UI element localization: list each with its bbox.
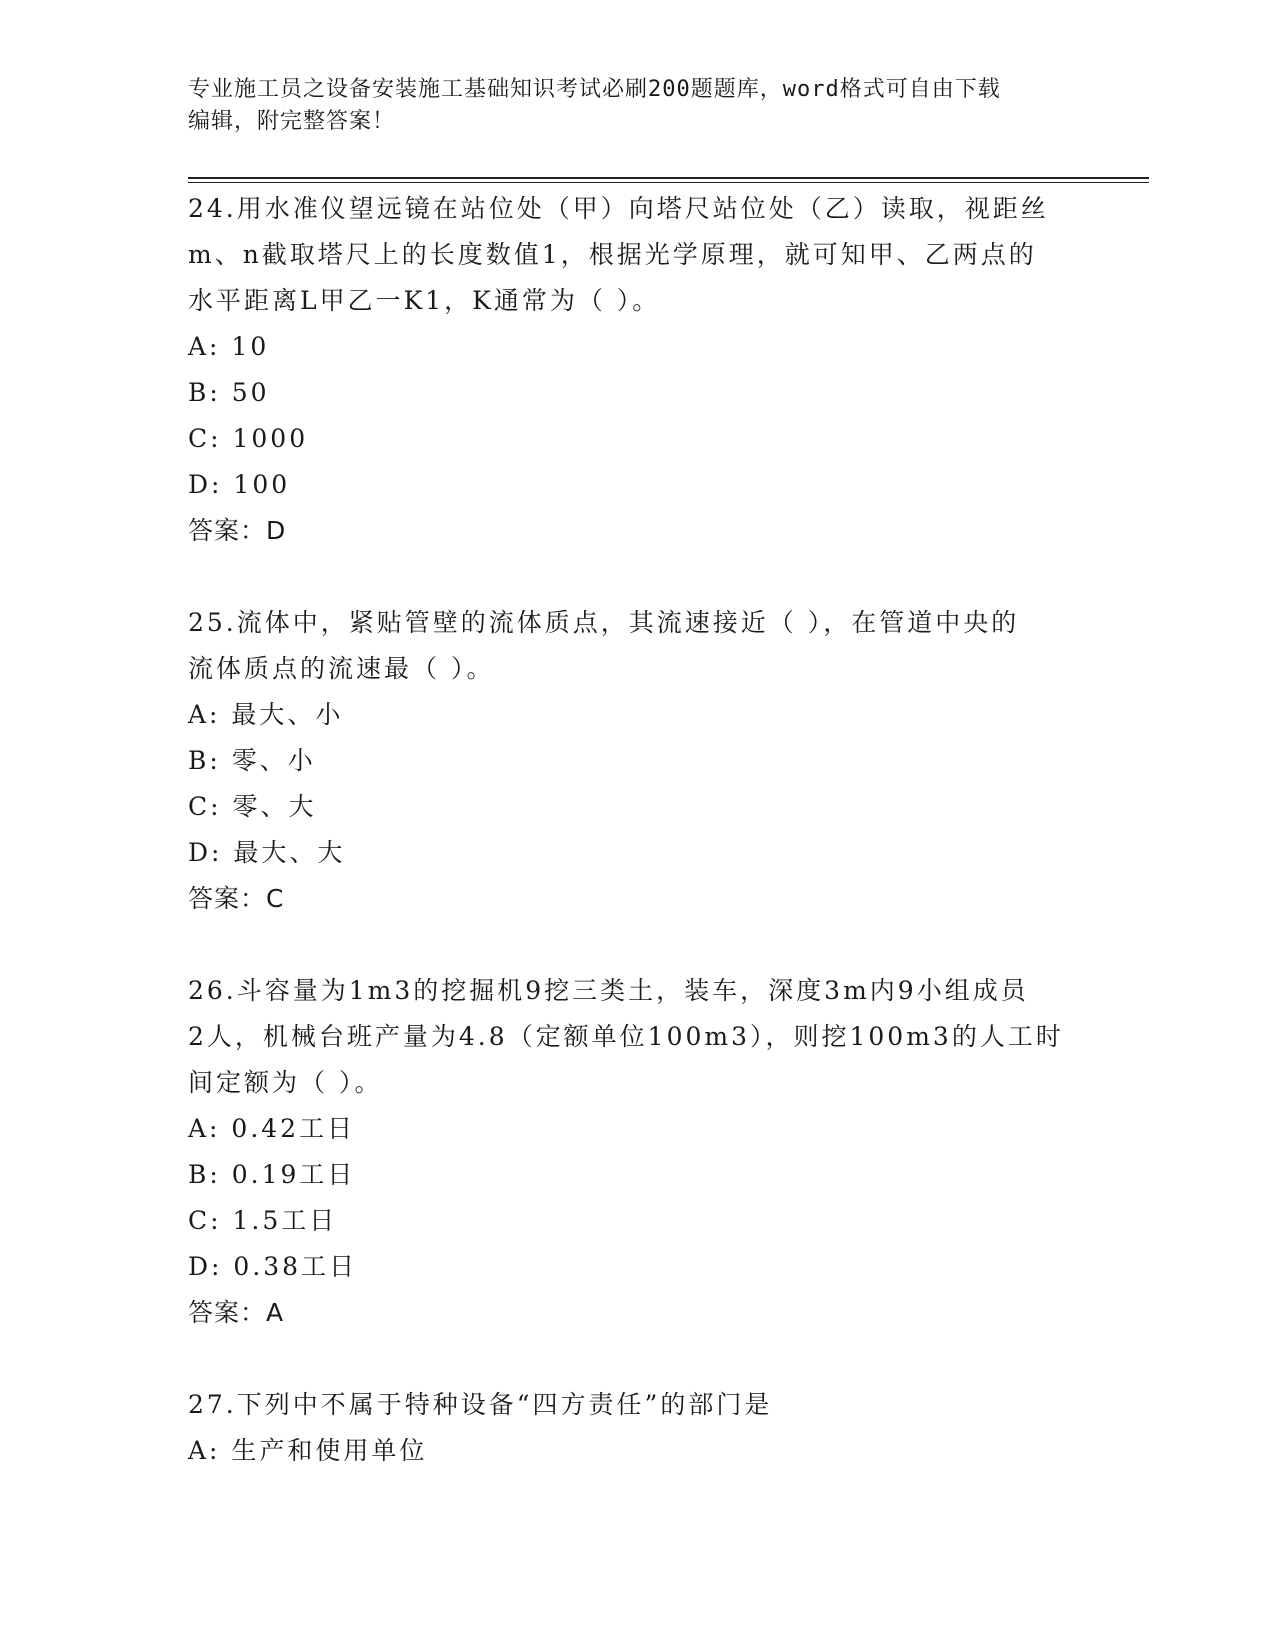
- option-b: B: 0.19工日: [188, 1160, 356, 1189]
- answer-line: 答案：D: [188, 516, 287, 545]
- question-27: [188, 1382, 1088, 1474]
- question-24: [188, 186, 1088, 554]
- option-a: A: 最大、小: [188, 700, 344, 729]
- question-stem: 24.用水准仪望远镜在站位处（甲）向塔尺站位处（乙）读取，视距丝: [188, 194, 1049, 223]
- question-stem: 间定额为（ ）。: [188, 1068, 383, 1097]
- header-line: 专业施工员之设备安装施工基础知识考试必刷200题题库，word格式可自由下载: [188, 77, 1001, 102]
- question-stem: 2人，机械台班产量为4.8（定额单位100m3），则挖100m3的人工时: [188, 1022, 1064, 1051]
- header-divider-thin: [188, 182, 1149, 183]
- question-26: [188, 968, 1088, 1336]
- question-stem: m、n截取塔尺上的长度数值1，根据光学原理，就可知甲、乙两点的: [188, 240, 1037, 269]
- header-divider: [188, 177, 1149, 179]
- option-d: D: 0.38工日: [188, 1252, 358, 1281]
- question-stem: 流体质点的流速最（ ）。: [188, 654, 495, 683]
- option-a: A: 0.42工日: [188, 1114, 356, 1143]
- option-b: B: 零、小: [188, 746, 316, 775]
- option-c: C: 1.5工日: [188, 1206, 338, 1235]
- option-a: A: 生产和使用单位: [188, 1436, 428, 1465]
- spacer: [188, 554, 1088, 600]
- document-header: [188, 74, 1088, 138]
- spacer: [188, 922, 1088, 968]
- question-stem: 26.斗容量为1m3的挖掘机9挖三类土，装车，深度3m内9小组成员: [188, 976, 1029, 1005]
- question-stem: 25.流体中，紧贴管壁的流体质点，其流速接近（ ），在管道中央的: [188, 608, 1020, 637]
- question-stem: 27.下列中不属于特种设备“四方责任”的部门是: [188, 1390, 773, 1419]
- option-b: B: 50: [188, 378, 270, 407]
- header-line: 编辑，附完整答案！: [188, 109, 396, 134]
- option-a: A: 10: [188, 332, 270, 361]
- option-d: D: 100: [188, 470, 291, 499]
- answer-line: 答案：C: [188, 884, 285, 913]
- question-25: [188, 600, 1088, 922]
- answer-line: 答案：A: [188, 1298, 285, 1327]
- question-stem: 水平距离L甲乙一K1，K通常为（ ）。: [188, 286, 661, 315]
- spacer: [188, 1336, 1088, 1382]
- option-c: C: 零、大: [188, 792, 317, 821]
- question-list: [188, 186, 1088, 1474]
- option-c: C: 1000: [188, 424, 309, 453]
- option-d: D: 最大、大: [188, 838, 346, 867]
